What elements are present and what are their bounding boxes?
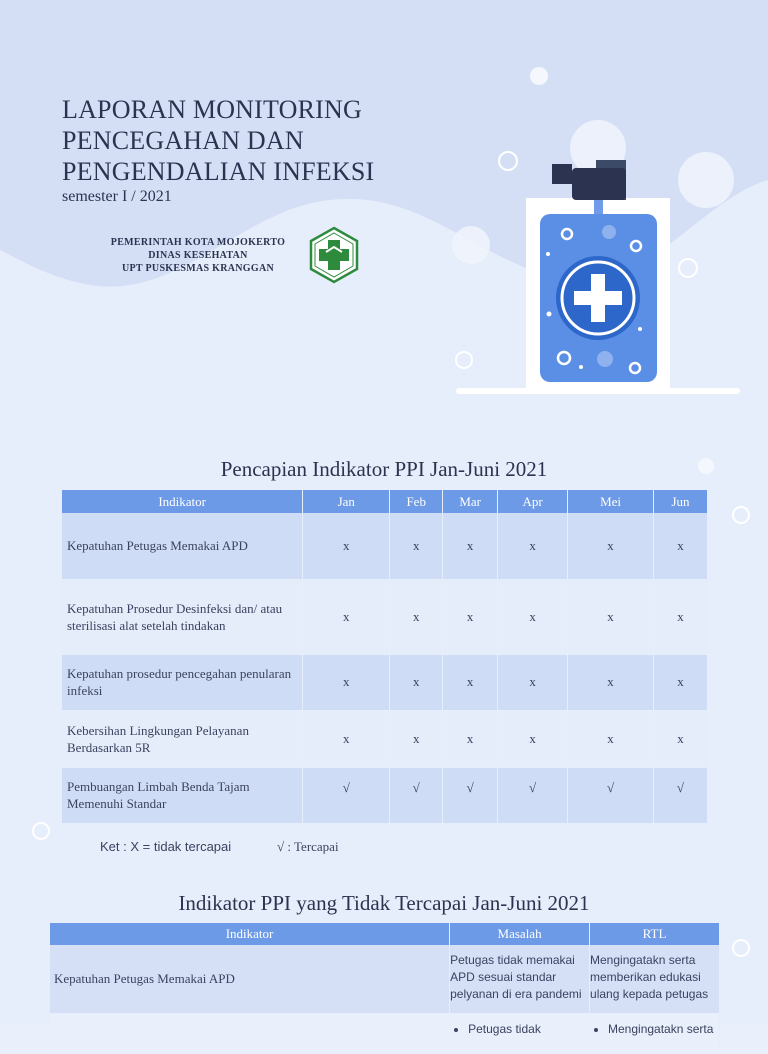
status-cell: x: [390, 654, 443, 710]
status-cell: x: [568, 710, 654, 767]
status-cell: x: [303, 654, 390, 710]
achievement-slide: [0, 432, 768, 866]
indicator-cell: Kepatuhan prosedur pencegahan penularan infeksi: [62, 654, 303, 710]
legend-achieved: √ : Tercapai: [277, 839, 339, 854]
status-cell: x: [390, 710, 443, 767]
status-cell: x: [303, 710, 390, 767]
follow-up-cell: [590, 945, 720, 1013]
status-cell: √: [443, 767, 498, 823]
indicator-cell: [50, 1013, 450, 1053]
problem-line: APD sesuai standar: [450, 970, 557, 984]
status-cell: √: [390, 767, 443, 823]
status-cell: x: [443, 579, 498, 654]
status-cell: x: [443, 654, 498, 710]
table-row: [62, 710, 708, 767]
not-achieved-title: Indikator PPI yang Tidak Tercapai Jan-Juni 2021: [178, 891, 590, 915]
status-cell: x: [498, 513, 568, 579]
achievement-title: Pencapian Indikator PPI Jan-Juni 2021: [220, 457, 548, 481]
table-header-row: [50, 923, 720, 945]
problem-line: pelyanan di era pandemi: [450, 987, 582, 1001]
problem-line: Petugas tidak memakai: [450, 953, 575, 967]
status-cell: x: [568, 513, 654, 579]
status-cell: √: [303, 767, 390, 823]
decor-ring: [32, 822, 50, 840]
status-cell: x: [303, 513, 390, 579]
status-cell: x: [303, 579, 390, 654]
problem-cell: [450, 945, 590, 1013]
column-header: Jun: [654, 490, 708, 513]
table-row: [50, 1013, 720, 1053]
column-header: Apr: [498, 490, 568, 513]
table-legend: [100, 839, 339, 854]
status-cell: x: [390, 513, 443, 579]
status-cell: √: [568, 767, 654, 823]
follow-up-bullet: • Mengingatakn serta: [608, 1021, 719, 1038]
table-row: [50, 945, 720, 1013]
report-title: [62, 94, 374, 187]
title-line: PENCEGAHAN DAN: [62, 126, 304, 155]
decor-ring: [732, 939, 750, 957]
indicator-cell: Kebersihan Lingkungan Pelayanan Berdasarkan 5R: [62, 710, 303, 767]
status-cell: x: [443, 710, 498, 767]
follow-up-cell: [590, 1013, 720, 1053]
organization-name: [100, 236, 296, 275]
org-line: PEMERINTAH KOTA MOJOKERTO: [110, 237, 286, 248]
status-cell: x: [654, 579, 708, 654]
column-header: Indikator: [62, 490, 303, 513]
follow-up-line: memberikan edukasi: [590, 970, 701, 984]
status-cell: x: [654, 513, 708, 579]
status-cell: x: [498, 710, 568, 767]
column-header: RTL: [590, 923, 720, 945]
table-row: [62, 654, 708, 710]
table-header-row: [62, 490, 708, 513]
title-line: PENGENDALIAN INFEKSI: [62, 157, 375, 186]
indicator-cell: Pembuangan Limbah Benda Tajam Memenuhi Standar: [62, 767, 303, 823]
column-header: Mar: [443, 490, 498, 513]
table-row: [62, 767, 708, 823]
column-header: Masalah: [450, 923, 590, 945]
not-achieved-slide: [0, 866, 768, 1036]
status-cell: x: [654, 654, 708, 710]
table-row: [62, 579, 708, 654]
sanitizer-bottle-icon: [440, 50, 750, 400]
title-line: LAPORAN MONITORING: [62, 95, 362, 124]
indicator-cell: Kepatuhan Petugas Memakai APD: [50, 945, 450, 1013]
column-header: Mei: [568, 490, 654, 513]
status-cell: √: [498, 767, 568, 823]
indicator-cell: Kepatuhan Petugas Memakai APD: [62, 513, 303, 579]
column-header: Feb: [390, 490, 443, 513]
status-cell: x: [443, 513, 498, 579]
column-header: Jan: [303, 490, 390, 513]
org-line: DINAS KESEHATAN: [148, 250, 248, 261]
status-cell: x: [498, 654, 568, 710]
status-cell: √: [654, 767, 708, 823]
cover-slide: [0, 0, 768, 432]
legend-not-achieved: Ket : X = tidak tercapai: [100, 839, 232, 854]
report-subtitle: semester I / 2021: [62, 188, 172, 205]
status-cell: x: [568, 579, 654, 654]
problem-bullet: • Petugas tidak: [468, 1021, 589, 1038]
health-cross-logo-icon: [309, 227, 359, 283]
problem-cell: [450, 1013, 590, 1053]
indicator-cell: Kepatuhan Prosedur Desinfeksi dan/ atau sterilisasi alat setelah tindakan: [62, 579, 303, 654]
org-line: UPT PUSKESMAS KRANGGAN: [122, 263, 274, 274]
achievement-table: [62, 490, 708, 824]
status-cell: x: [498, 579, 568, 654]
status-cell: x: [568, 654, 654, 710]
table-row: [62, 513, 708, 579]
follow-up-line: ulang kepada petugas: [590, 987, 709, 1001]
column-header: Indikator: [50, 923, 450, 945]
decor-ring: [732, 506, 750, 524]
follow-up-line: Mengingatakn serta: [590, 953, 696, 967]
status-cell: x: [654, 710, 708, 767]
not-achieved-table: [50, 923, 720, 1054]
status-cell: x: [390, 579, 443, 654]
